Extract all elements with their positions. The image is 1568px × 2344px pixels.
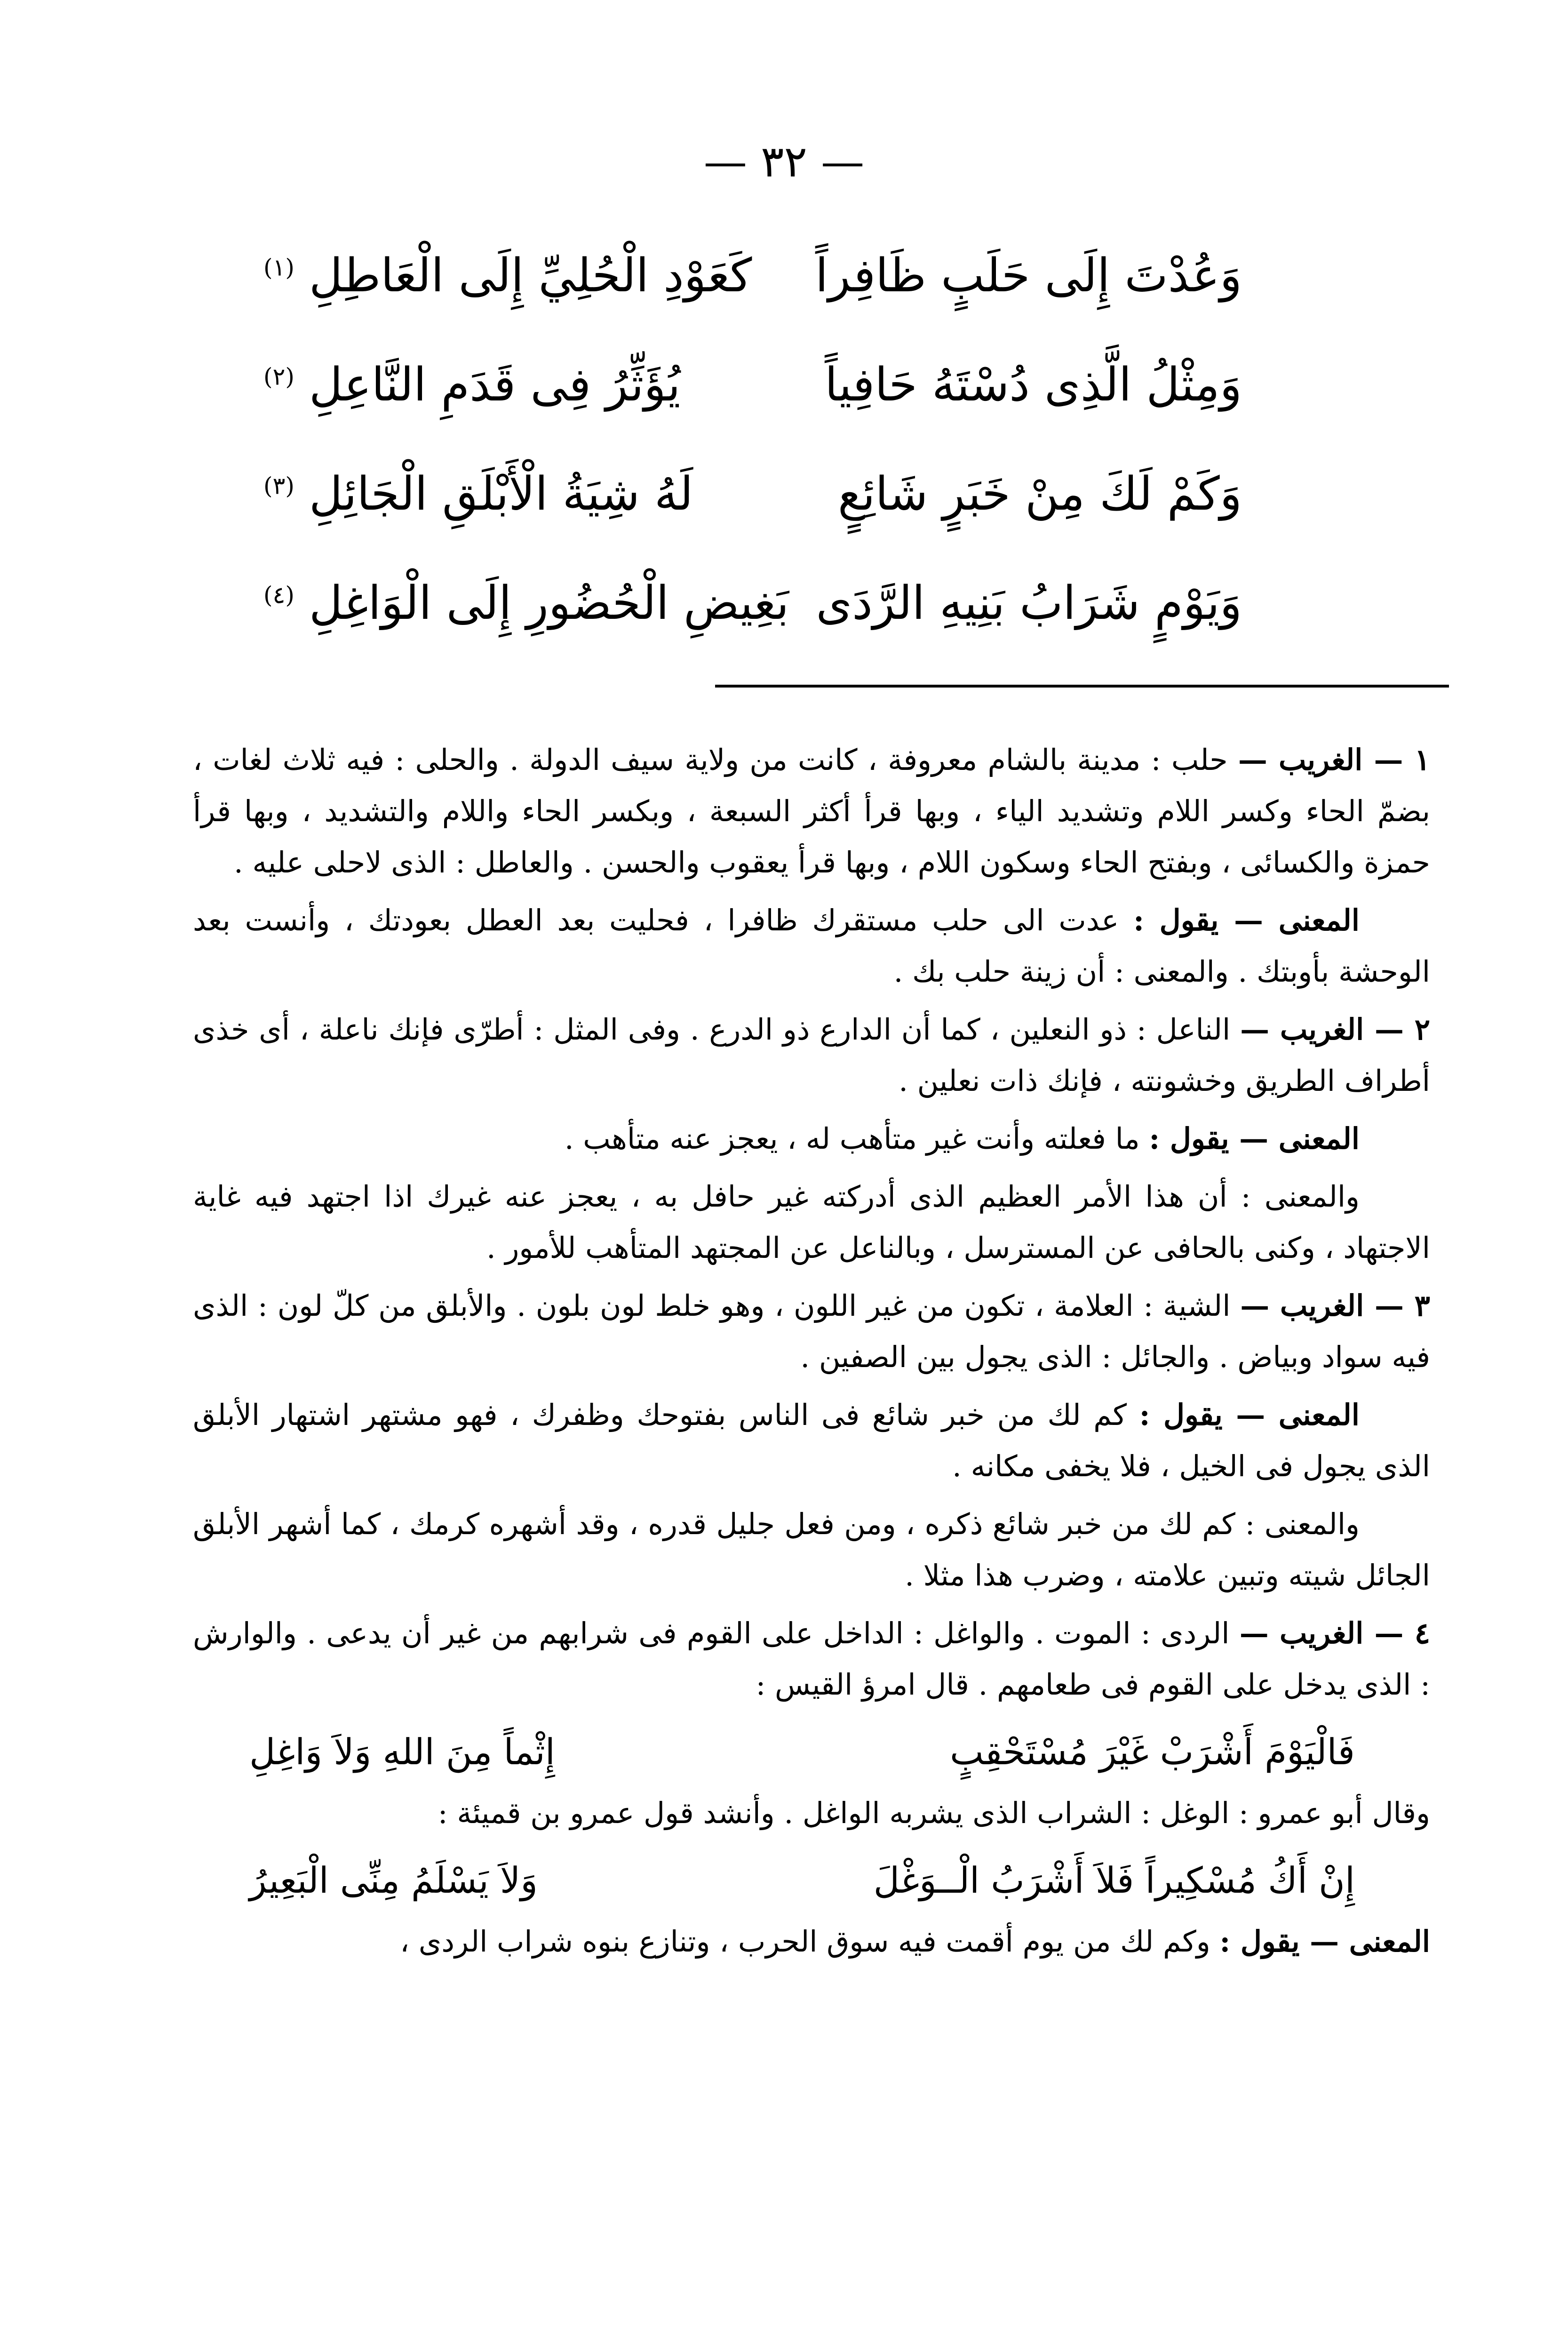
note-term: ٣ — الغريب — <box>1240 1288 1430 1323</box>
verse-2 <box>263 330 1242 440</box>
verse-1-second-text: كَعَوْدِ الْحُلِيِّ إِلَى الْعَاطِلِ <box>309 249 752 303</box>
note-paragraph <box>193 1389 1430 1492</box>
note-term: المعنى — يقول : <box>1219 1924 1430 1959</box>
note-text: حلب : مدينة بالشام معروفة ، كانت من ولاية سيف الدولة . والحلى : فيه ثلاث لغات ، بضمّ الحاء وكسر اللام وتشديد الياء ، وبها قرأ أكثر السبعة ، وبكسر الحاء واللام والتشديد ، وبها قرأ حمزة والكسائى ، وبفتح الحاء وسكون اللام ، وبها قرأ يعقوب والحسن . والعاطل : الذى لاحلى عليه . <box>193 743 1430 880</box>
note-text: وقال أبو عمرو : الوغل : الشراب الذى يشربه الواغل . وأنشد قول عمرو بن قميئة : <box>438 1796 1430 1830</box>
verse-1-first-hemistich: وَعُدْتَ إِلَى حَلَبٍ ظَافِراً <box>815 249 1242 303</box>
verse-3-first-hemistich: وَكَمْ لَكَ مِنْ خَبَرٍ شَائِعٍ <box>838 467 1242 521</box>
note-text: الردى : الموت . والواغل : الداخل على القوم فى شرابهم من غير أن يدعى . والوارش : الذى يدخل على القوم فى طعامهم . قال امرؤ القيس : <box>193 1616 1430 1702</box>
verse-4-second-hemistich <box>263 576 789 630</box>
verse-2-second-text: يُؤَثِّرُ فِى قَدَمِ النَّاعِلِ <box>309 358 681 412</box>
quoted-verse-1-first: فَالْيَوْمَ أَشْرَبْ غَيْرَ مُسْتَحْقِبٍ <box>950 1731 1355 1773</box>
note-term: ١ — الغريب — <box>1238 743 1430 777</box>
footnote-ref-2: (٢) <box>263 363 294 391</box>
note-text: الشية : العلامة ، تكون من غير اللون ، وهو خلط لون بلون . والأبلق من كلّ لون : الذى فيه سواد وبياض . والجائل : الذى يجول بين الصفين . <box>193 1288 1430 1374</box>
quoted-verse-imru-al-qays <box>193 1717 1430 1787</box>
page-number: — ٣٢ — <box>703 136 865 187</box>
note-paragraph <box>193 1608 1430 1710</box>
note-term: المعنى — يقول : <box>1139 1398 1360 1432</box>
note-term: ٤ — الغريب — <box>1239 1616 1430 1650</box>
note-paragraph <box>193 895 1430 997</box>
note-paragraph <box>193 1113 1430 1164</box>
note-text: كم لك من خبر شائع فى الناس بفتوحك وظفرك ، فهو مشتهر اشتهار الأبلق الذى يجول فى الخيل ، فلا يخفى مكانه . <box>193 1398 1430 1483</box>
verse-3-second-hemistich <box>263 467 693 521</box>
verse-3-second-text: لَهُ شِيَةُ الْأَبْلَقِ الْجَائِلِ <box>309 467 693 521</box>
verse-4-first-hemistich: وَيَوْمٍ شَرَابُ بَنِيهِ الرَّدَى <box>816 576 1242 630</box>
verse-4 <box>263 549 1242 658</box>
note-text: والمعنى : كم لك من خبر شائع ذكره ، ومن فعل جليل قدره ، وقد أشهره كرمك ، كما أشهر الأبلق الجائل شيته وتبين علامته ، وضرب هذا مثلا . <box>193 1507 1430 1592</box>
quoted-verse-amr-ibn-qamia <box>193 1845 1430 1916</box>
poem-verses <box>263 221 1242 658</box>
quoted-verse-1-second: إِثْماً مِنَ اللهِ وَلاَ وَاغِلِ <box>249 1731 555 1773</box>
note-paragraph <box>193 1916 1430 1967</box>
note-paragraph <box>193 1787 1430 1839</box>
note-text: الناعل : ذو النعلين ، كما أن الدارع ذو الدرع . وفى المثل : أطرّى فإنك ناعلة ، أى خذى أطراف الطريق وخشونته ، فإنك ذات نعلين . <box>193 1012 1430 1098</box>
verse-3 <box>263 440 1242 549</box>
footnote-separator <box>715 685 1449 688</box>
note-text: عدت الى حلب مستقرك ظافرا ، فحليت بعد العطل بعودتك ، وأنست بعد الوحشة بأوبتك . والمعنى : أن زينة حلب بك . <box>193 903 1430 989</box>
footnote-ref-1: (١) <box>263 254 294 281</box>
verse-4-second-text: بَغِيضِ الْحُضُورِ إِلَى الْوَاغِلِ <box>309 576 789 630</box>
footnote-ref-4: (٤) <box>263 581 294 609</box>
note-paragraph <box>193 1171 1430 1273</box>
note-term: ٢ — الغريب — <box>1240 1012 1430 1047</box>
note-paragraph <box>193 734 1430 888</box>
note-paragraph <box>193 1004 1430 1106</box>
note-text: ما فعلته وأنت غير متأهب له ، يعجز عنه متأهب . <box>564 1121 1149 1156</box>
verse-1 <box>263 221 1242 330</box>
note-paragraph <box>193 1280 1430 1383</box>
note-term: المعنى — يقول : <box>1149 1121 1360 1156</box>
note-text: وكم لك من يوم أقمت فيه سوق الحرب ، وتنازع بنوه شراب الردى ، <box>400 1924 1220 1959</box>
quoted-verse-2-first: إِنْ أَكُ مُسْكِيراً فَلاَ أَشْرَبُ الْــوَغْلَ <box>873 1859 1355 1901</box>
note-paragraph <box>193 1498 1430 1601</box>
footnote-ref-3: (٣) <box>263 472 294 500</box>
verse-2-second-hemistich <box>263 358 680 412</box>
quoted-verse-2-second: وَلاَ يَسْلَمُ مِنِّى الْبَعِيرُ <box>249 1859 538 1901</box>
commentary-notes <box>193 734 1430 1974</box>
verse-2-first-hemistich: وَمِثْلُ الَّذِى دُسْتَهُ حَافِياً <box>825 358 1242 412</box>
note-text: والمعنى : أن هذا الأمر العظيم الذى أدركته غير حافل به ، يعجز عنه غيرك اذا اجتهد فيه غاية الاجتهاد ، وكنى بالحافى عن المسترسل ، وبالناعل عن المجتهد المتأهب للأمور . <box>193 1179 1430 1265</box>
note-term: المعنى — يقول : <box>1133 903 1360 937</box>
verse-1-second-hemistich <box>263 249 752 303</box>
